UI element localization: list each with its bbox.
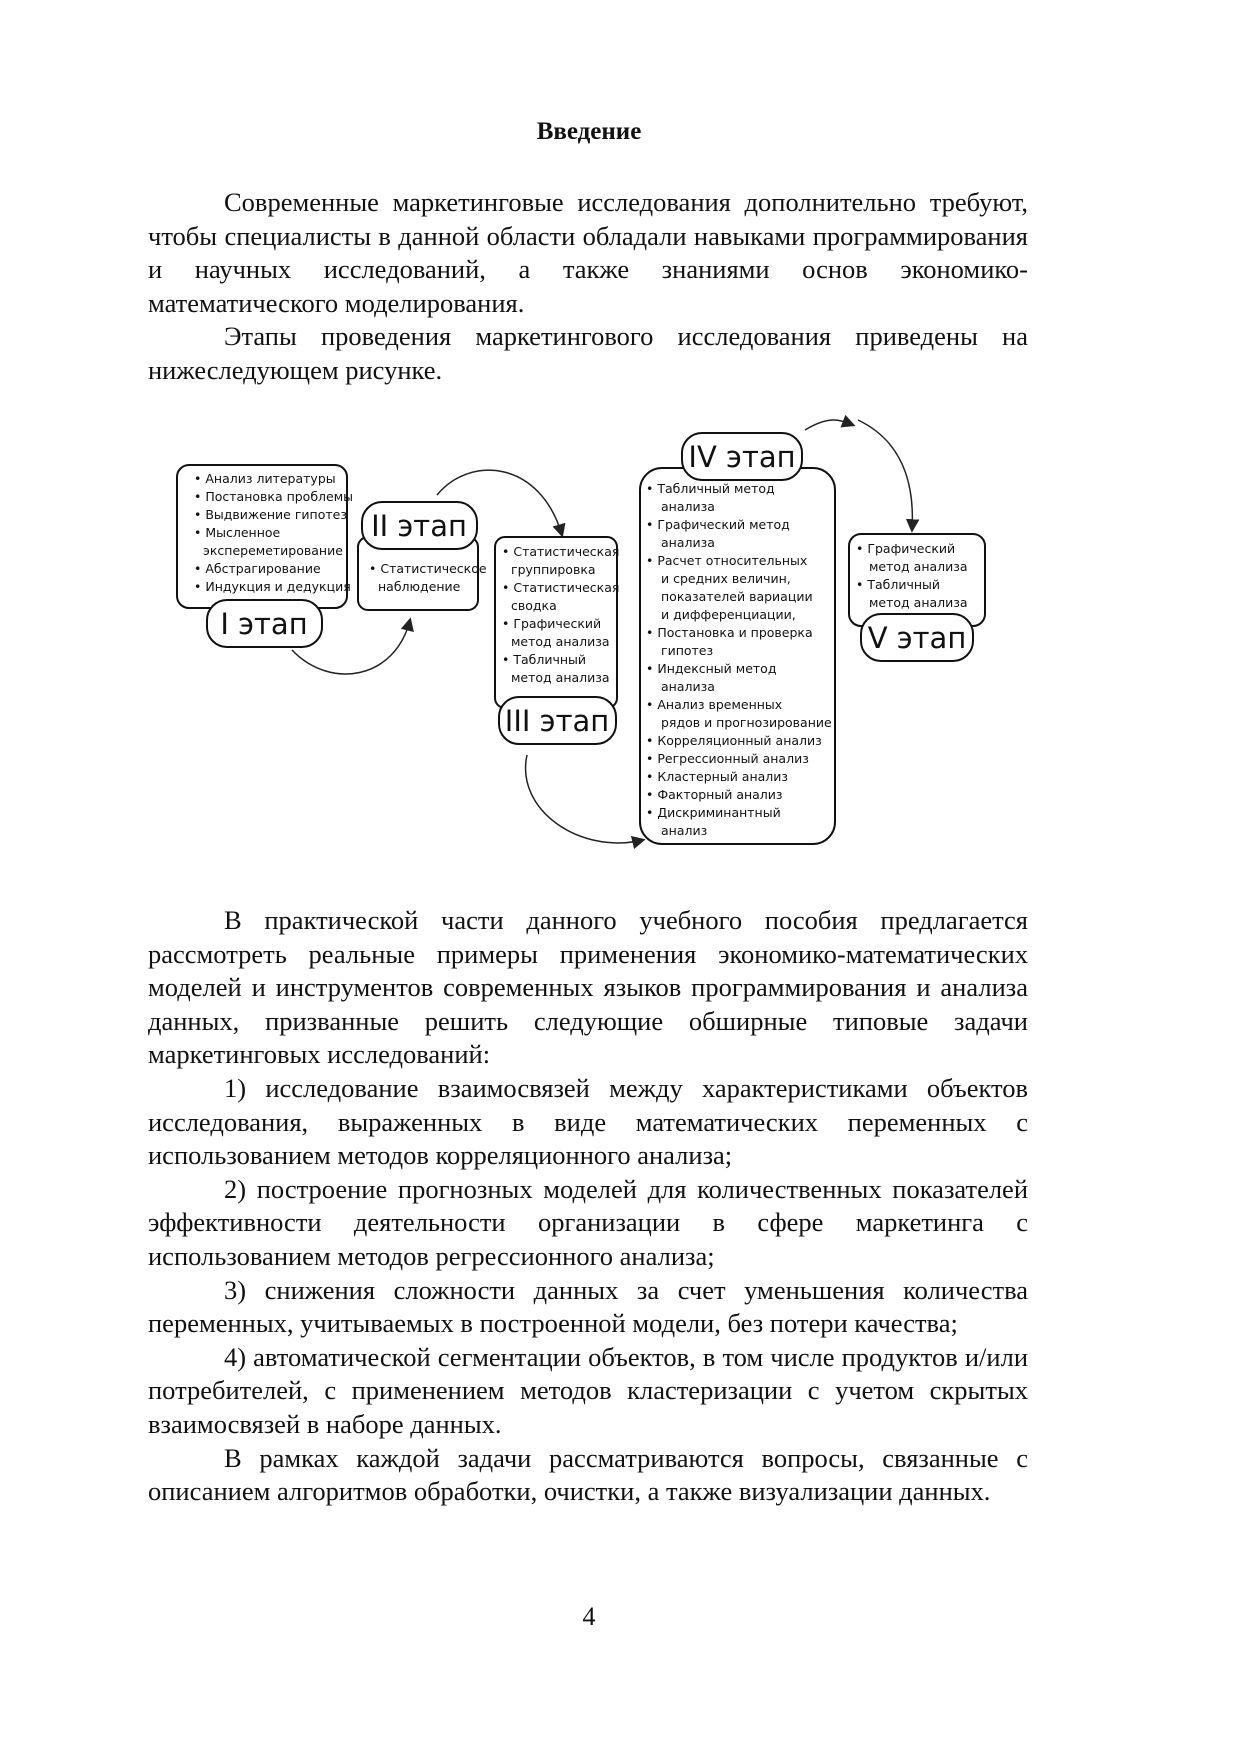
stage-3-item: • Табличный	[502, 652, 587, 667]
body-text	[148, 904, 1028, 1509]
body-paragraph: В рамках каждой задачи рассматриваются вопросы, связанные с описанием алгоритмов обработки, очистки, а также визуализации данных.	[148, 1442, 1028, 1507]
stage-5	[849, 534, 985, 661]
stage-4-item: • Факторный анализ	[646, 787, 783, 802]
body-paragraph: В практической части данного учебного пособия предлагается рассмотреть реальные примеры применения экономико-математических моделей и инструментов современных языков программирования и анализа данных, призванные решить следующие обширные типовые задачи маркетинговых исследований:	[148, 905, 1028, 1070]
stage-2-item: наблюдение	[378, 579, 461, 594]
stage-5-item: метод анализа	[869, 595, 968, 610]
stage-4-item: • Табличный метод	[646, 481, 775, 496]
body-paragraph: 4) автоматической сегментации объектов, в том числе продуктов и/или потребителей, с применением методов кластеризации с учетом скрытых взаимосвязей в наборе данных.	[148, 1341, 1028, 1439]
stage-4-item: • Индексный метод	[646, 661, 777, 676]
stage-3-item: метод анализа	[511, 634, 610, 649]
stage-2	[358, 502, 487, 610]
stage-5-item: • Графический	[856, 541, 956, 556]
stage-3-item: сводка	[511, 598, 557, 613]
stage-2-label: II этап	[371, 509, 467, 543]
page-number: 4	[582, 1602, 596, 1631]
stage-4	[640, 433, 835, 844]
stage-1-item: • Мысленное	[194, 525, 281, 540]
stage-4-item: анализ	[661, 823, 708, 838]
intro-paragraph: Этапы проведения маркетингового исследования приведены на нижеследующем рисунке.	[148, 321, 1028, 385]
stage-3-label: III этап	[504, 704, 610, 738]
stage-4-item: • Корреляционный анализ	[646, 733, 822, 748]
stage-1-label: I этап	[220, 607, 308, 641]
stage-1-item: • Выдвижение гипотез	[194, 507, 347, 522]
stage-5-item: метод анализа	[869, 559, 968, 574]
body-paragraph: 1) исследование взаимосвязей между характеристиками объектов исследования, выраженных в виде математических переменных с использованием методов корреляционного анализа;	[148, 1072, 1028, 1171]
stage-4-item: • Анализ временных	[646, 697, 783, 712]
stage-4-item: • Регрессионный анализ	[646, 751, 809, 766]
stage-3-item: • Статистическая	[502, 544, 620, 559]
stage-4-label: IV этап	[688, 440, 796, 474]
stage-3-item: • Статистическая	[502, 580, 620, 595]
stage-4-item: и средних величин,	[661, 571, 791, 586]
stage-4-item: показателей вариации	[661, 589, 813, 604]
stage-1-item: экспереметирование	[203, 543, 343, 558]
stage-4-item: • Расчет относительных	[646, 553, 808, 568]
stage-1-item: • Индукция и дедукция	[194, 579, 351, 594]
stage-4-item: • Дискриминантный	[646, 805, 781, 820]
page-title: Введение	[536, 118, 642, 145]
stage-4-item: анализа	[661, 679, 715, 694]
stage-1-item: • Постановка проблемы	[194, 489, 354, 504]
stage-2-item: • Статистическое	[369, 561, 487, 576]
stage-4-item: анализа	[661, 535, 715, 550]
arrow-stage4-to-stage5	[805, 420, 853, 430]
stage-4-item: • Графический метод	[646, 517, 790, 532]
stage-3-item: • Графический	[502, 616, 602, 631]
stage-3	[495, 537, 619, 744]
stage-4-item: рядов и прогнозирование	[661, 715, 832, 730]
stage-4-item: • Постановка и проверка	[646, 625, 813, 640]
stage-4-item: гипотез	[661, 643, 714, 658]
stage-3-item: группировка	[511, 562, 596, 577]
stage-4-item: и дифференциации,	[661, 607, 796, 622]
stage-4-item: • Кластерный анализ	[646, 769, 789, 784]
intro-paragraph: Современные маркетинговые исследования дополнительно требуют, чтобы специалисты в данной области обладали навыками программирования и научных исследований, а также знаниями основ экономико-математического моделирования.	[148, 187, 1028, 318]
arrow-stage3-to-stage4	[526, 755, 643, 843]
stage-1-item: • Абстрагирование	[194, 561, 321, 576]
stage-1-item: • Анализ литературы	[194, 471, 336, 486]
stage-5-label: V этап	[867, 621, 967, 655]
body-paragraph: 3) снижения сложности данных за счет уменьшения количества переменных, учитываемых в построенной модели, без потери качества;	[148, 1274, 1028, 1339]
body-paragraph: 2) построение прогнозных моделей для количественных показателей эффективности деятельности организации в сфере маркетинга с использованием методов регрессионного анализа;	[148, 1173, 1028, 1271]
stage-1	[177, 465, 353, 647]
stage-5-item: • Табличный	[856, 577, 941, 592]
arrow-stage5-curve	[858, 420, 912, 530]
stage-4-item: анализа	[661, 499, 715, 514]
stage-3-item: метод анализа	[511, 670, 610, 685]
